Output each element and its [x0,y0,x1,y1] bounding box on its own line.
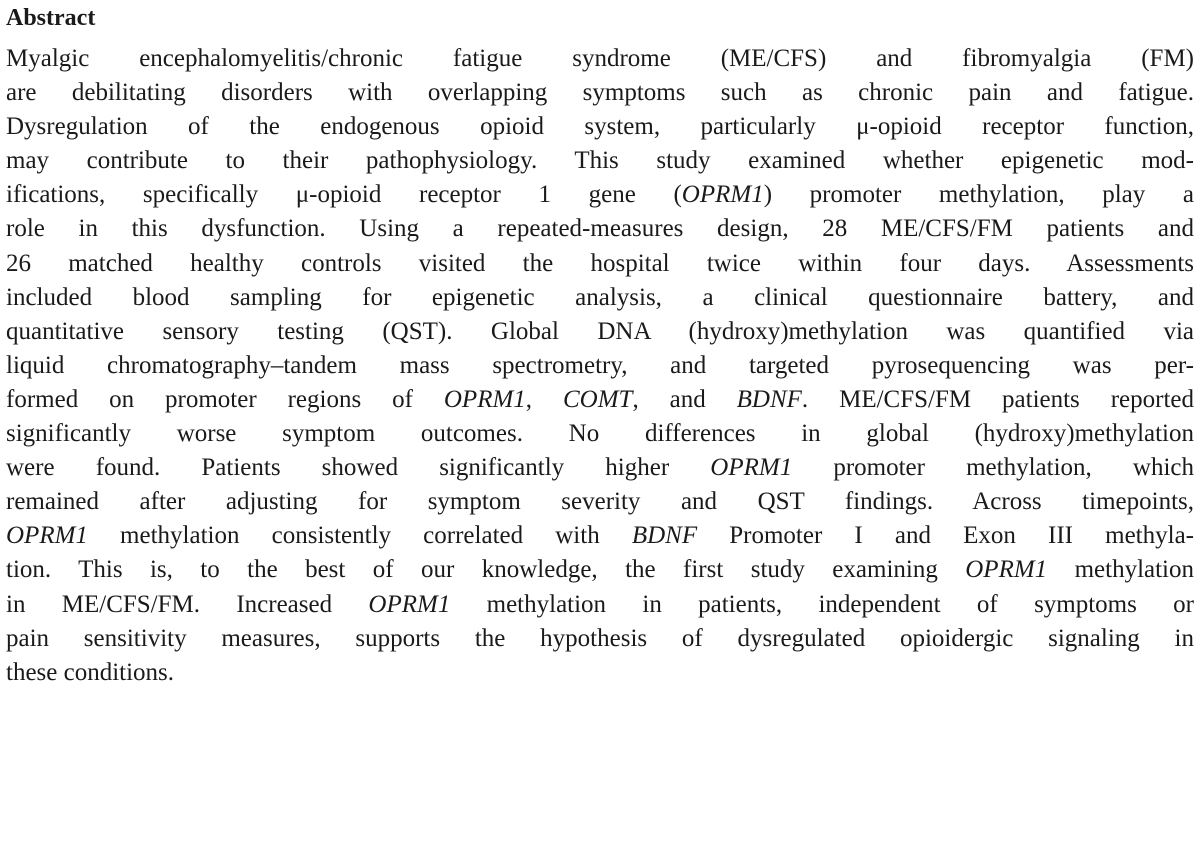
abstract-text: methylation in patients, independent of symptoms or [450,590,1194,618]
abstract-line [6,315,1194,349]
abstract-line [6,519,1194,553]
gene-name: OPRM1 [6,522,88,550]
gene-name: OPRM1 [681,181,764,209]
abstract-text: formed on promoter regions of [6,385,444,413]
abstract-line [6,76,1194,110]
abstract-text: ifications, specifically μ-opioid receptor 1 gene ( [6,181,682,209]
abstract-text: Myalgic encephalomyelitis/chronic fatigue syndrome (ME/CFS) and fibromyalgia (FM) [6,45,1194,72]
abstract-body [6,42,1194,690]
abstract-text: 26 matched healthy controls visited the hospital twice within four days. Assessments [6,249,1194,277]
gene-name: OPRM1 [368,590,451,618]
abstract-text: methylation consistently correlated with [87,522,632,550]
abstract-line [6,553,1194,587]
abstract-text: significantly worse symptom outcomes. No differences in global (hydroxy)methylation [6,420,1194,448]
abstract-line [6,451,1194,485]
abstract-line [6,110,1194,144]
abstract-text: were found. Patients showed significantly higher [6,454,711,482]
abstract-text: role in this dysfunction. Using a repeated-measures design, 28 ME/CFS/FM patients and [6,215,1194,243]
abstract-text: remained after adjusting for symptom severity and QST findings. Across timepoints, [6,488,1194,516]
abstract-text: are debilitating disorders with overlapping symptoms such as chronic pain and fatigue. [6,79,1194,107]
abstract-text: in ME/CFS/FM. Increased [6,590,369,618]
abstract-line [6,622,1194,656]
gene-name: OPRM1 [443,385,526,413]
abstract-text: promoter methylation, which [792,454,1194,482]
abstract-line [6,485,1194,519]
abstract-line [6,281,1194,315]
abstract-text: . ME/CFS/FM patients reported [801,385,1194,413]
abstract-heading: Abstract [6,5,96,31]
abstract-text: included blood sampling for epigenetic analysis, a clinical questionnaire battery, and [6,283,1194,311]
abstract-text: pain sensitivity measures, supports the hypothesis of dysregulated opioidergic signaling in [6,624,1194,652]
abstract-text: liquid chromatography–tandem mass spectrometry, and targeted pyrosequencing was per- [6,351,1194,379]
abstract-line [6,144,1194,178]
paper-page [6,0,1194,690]
abstract-line [6,588,1194,622]
abstract-line [6,178,1194,212]
abstract-line [6,349,1194,383]
abstract-text: quantitative sensory testing (QST). Global DNA (hydroxy)methylation was quantified via [6,317,1194,345]
gene-name: BDNF [631,522,698,550]
abstract-text: Dysregulation of the endogenous opioid system, particularly μ-opioid receptor function, [6,113,1194,141]
gene-name: OPRM1 [710,454,793,482]
gene-name: COMT [562,385,633,413]
abstract-line [6,42,1194,76]
abstract-text: tion. This is, to the best of our knowledge, the first study examining [6,556,966,584]
gene-name: BDNF [736,385,802,413]
abstract-text: , [525,385,563,413]
abstract-text: ) promoter methylation, play a [763,181,1194,209]
abstract-text: may contribute to their pathophysiology. This study examined whether epigenetic mod- [6,147,1194,175]
abstract-line [6,417,1194,451]
abstract-text: these conditions. [6,658,175,686]
abstract-line [6,383,1194,417]
abstract-line [6,656,1194,690]
gene-name: OPRM1 [965,556,1048,584]
abstract-text: , and [632,385,737,413]
abstract-text: Promoter I and Exon III methyla- [697,522,1194,550]
abstract-line [6,212,1194,246]
abstract-line [6,247,1194,281]
abstract-text: methylation [1047,556,1195,584]
